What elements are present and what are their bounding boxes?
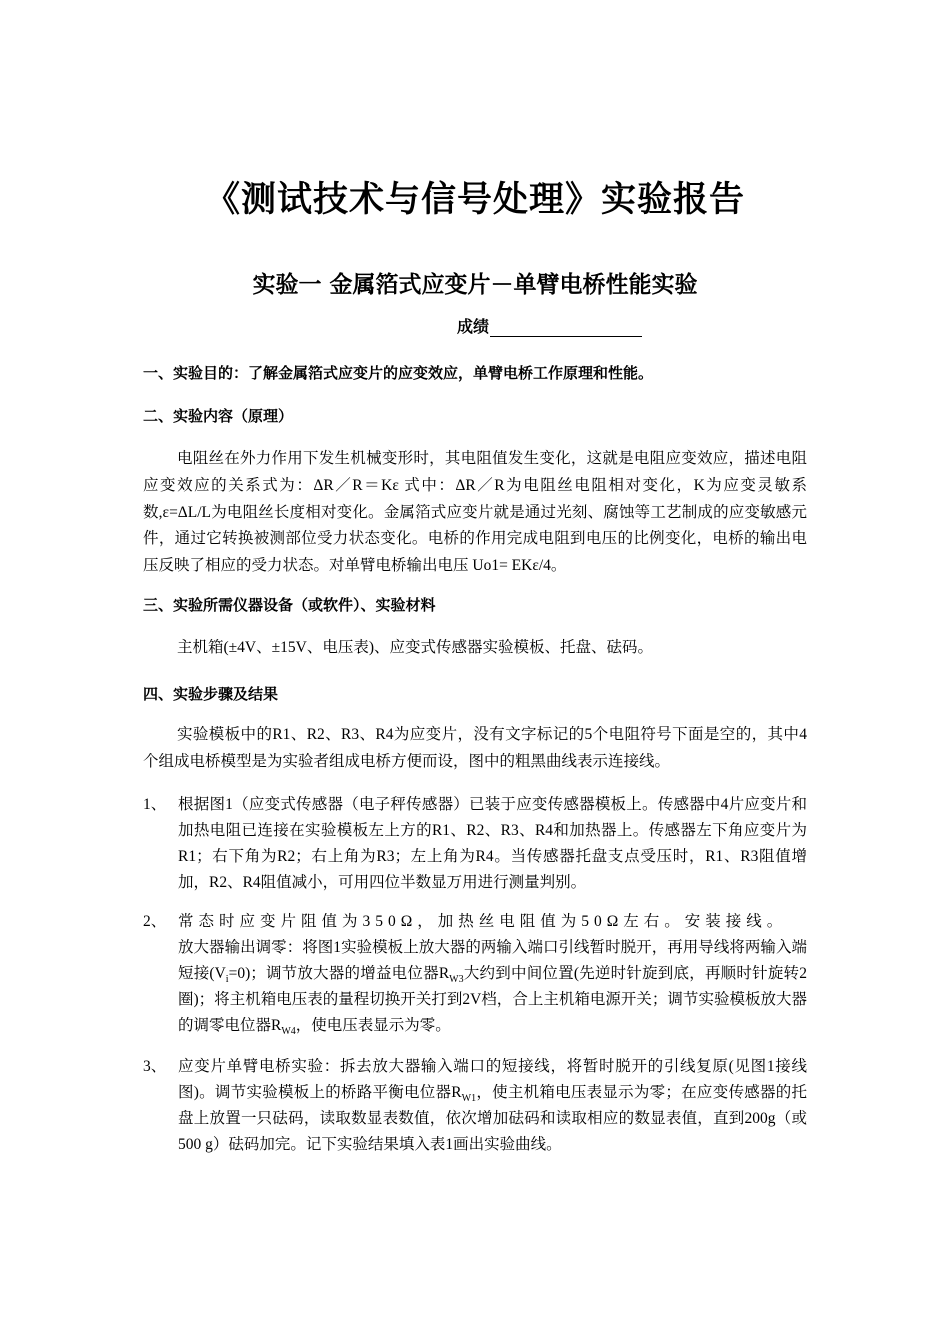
step-3-text-b: ，使主机箱电压表显示为零；在应变传感器的托盘上放置一只砝码，读取数显表数值，依次增加砝码和读取相应的数显表值，直到200g（或500 g）砝码加完。记下实验结果填入表1画出实验曲线。 [178, 1084, 807, 1153]
grade-field [457, 314, 642, 337]
step-2-text-b: =0)；调节放大器的增益电位器R [228, 965, 450, 982]
step-3-text-a: 应变片单臂电桥实验：拆去放大器输入端口的短接线，将暂时脱开的引线复原(见图1接线图)。调节实验模板上的桥路平衡电位器R [178, 1058, 807, 1101]
step-2-line-1: 常态时应变片阻值为350Ω，加热丝电阻值为50Ω左右。安装接线。 [178, 913, 788, 930]
step-2-text [178, 935, 807, 1039]
step-2-text-d: ，使电压表显示为零。 [295, 1017, 451, 1034]
experiment-subtitle: 实验一 金属箔式应变片－单臂电桥性能实验 [252, 272, 698, 298]
step-3-text [178, 1054, 807, 1158]
section-4-intro: 实验模板中的R1、R2、R3、R4为应变片，没有文字标记的5个电阻符号下面是空的，其中4个组成电桥模型是为实验者组成电桥方便而设，图中的粗黑曲线表示连接线。 [143, 726, 807, 770]
step-3 [143, 1054, 807, 1158]
subscript-w1: W1 [461, 1093, 477, 1105]
section-1-heading: 一、实验目的：了解金属箔式应变片的应变效应，单臂电桥工作原理和性能。 [143, 364, 654, 382]
subscript-w3: W3 [449, 974, 464, 986]
subscript-w4: W4 [281, 1026, 296, 1038]
section-2-paragraph: 电阻丝在外力作用下发生机械变形时，其电阻值发生变化，这就是电阻应变效应，描述电阻应变效应的关系式为：ΔR／R＝Kε 式中：ΔR／R为电阻丝电阻相对变化，K为应变灵敏系数,ε=ΔL/L为电阻丝长度相对变化。金属箔式应变片就是通过光刻、腐蚀等工艺制成的应变敏感元件，通过它转换被测部位受力状态变化。电桥的作用完成电阻到电压的比例变化，电桥的输出电压反映了相应的受力状态。对单臂电桥输出电压 Uo1= EKε/4。 [143, 450, 807, 575]
grade-blank-line [490, 319, 642, 337]
section-4-heading: 四、实验步骤及结果 [143, 685, 279, 703]
step-2-text-c: 大约到中间位置(先逆时针旋到底，再顺时针旋转2圈)；将主机箱电压表的量程切换开关打到2V档，合上主机箱电源开关；调节实验模板放大器的调零电位器R [178, 965, 808, 1034]
step-2-text-a: 放大器输出调零：将图1实验模板上放大器的两输入端口引线暂时脱开，再用导线将两输入端短接(V [178, 939, 807, 982]
step-3-number: 3、 [143, 1058, 167, 1075]
step-1-number: 1、 [143, 796, 167, 813]
grade-label: 成绩 [457, 317, 490, 336]
step-2-number: 2、 [143, 913, 167, 930]
section-3-heading: 三、实验所需仪器设备（或软件）、实验材料 [143, 596, 436, 614]
subscript-i: i [225, 974, 229, 986]
step-1 [143, 792, 807, 896]
step-2-body [178, 909, 807, 1039]
section-3-text: 主机箱(±4V、±15V、电压表)、应变式传感器实验模板、托盘、砝码。 [177, 639, 653, 656]
step-2 [143, 909, 807, 1039]
page-title: 《测试技术与信号处理》实验报告 [204, 180, 745, 220]
section-2-heading: 二、实验内容（原理） [143, 407, 294, 425]
step-1-text: 根据图1（应变式传感器（电子秤传感器）已装于应变传感器模板上。传感器中4片应变片和加热电阻已连接在实验模板左上方的R1、R2、R3、R4和加热器上。传感器左下角应变片为R1；右下角为R2；右上角为R3；左上角为R4。当传感器托盘支点受压时，R1、R3阻值增加，R2、R4阻值减小，可用四位半数显万用进行测量判别。 [178, 796, 807, 891]
